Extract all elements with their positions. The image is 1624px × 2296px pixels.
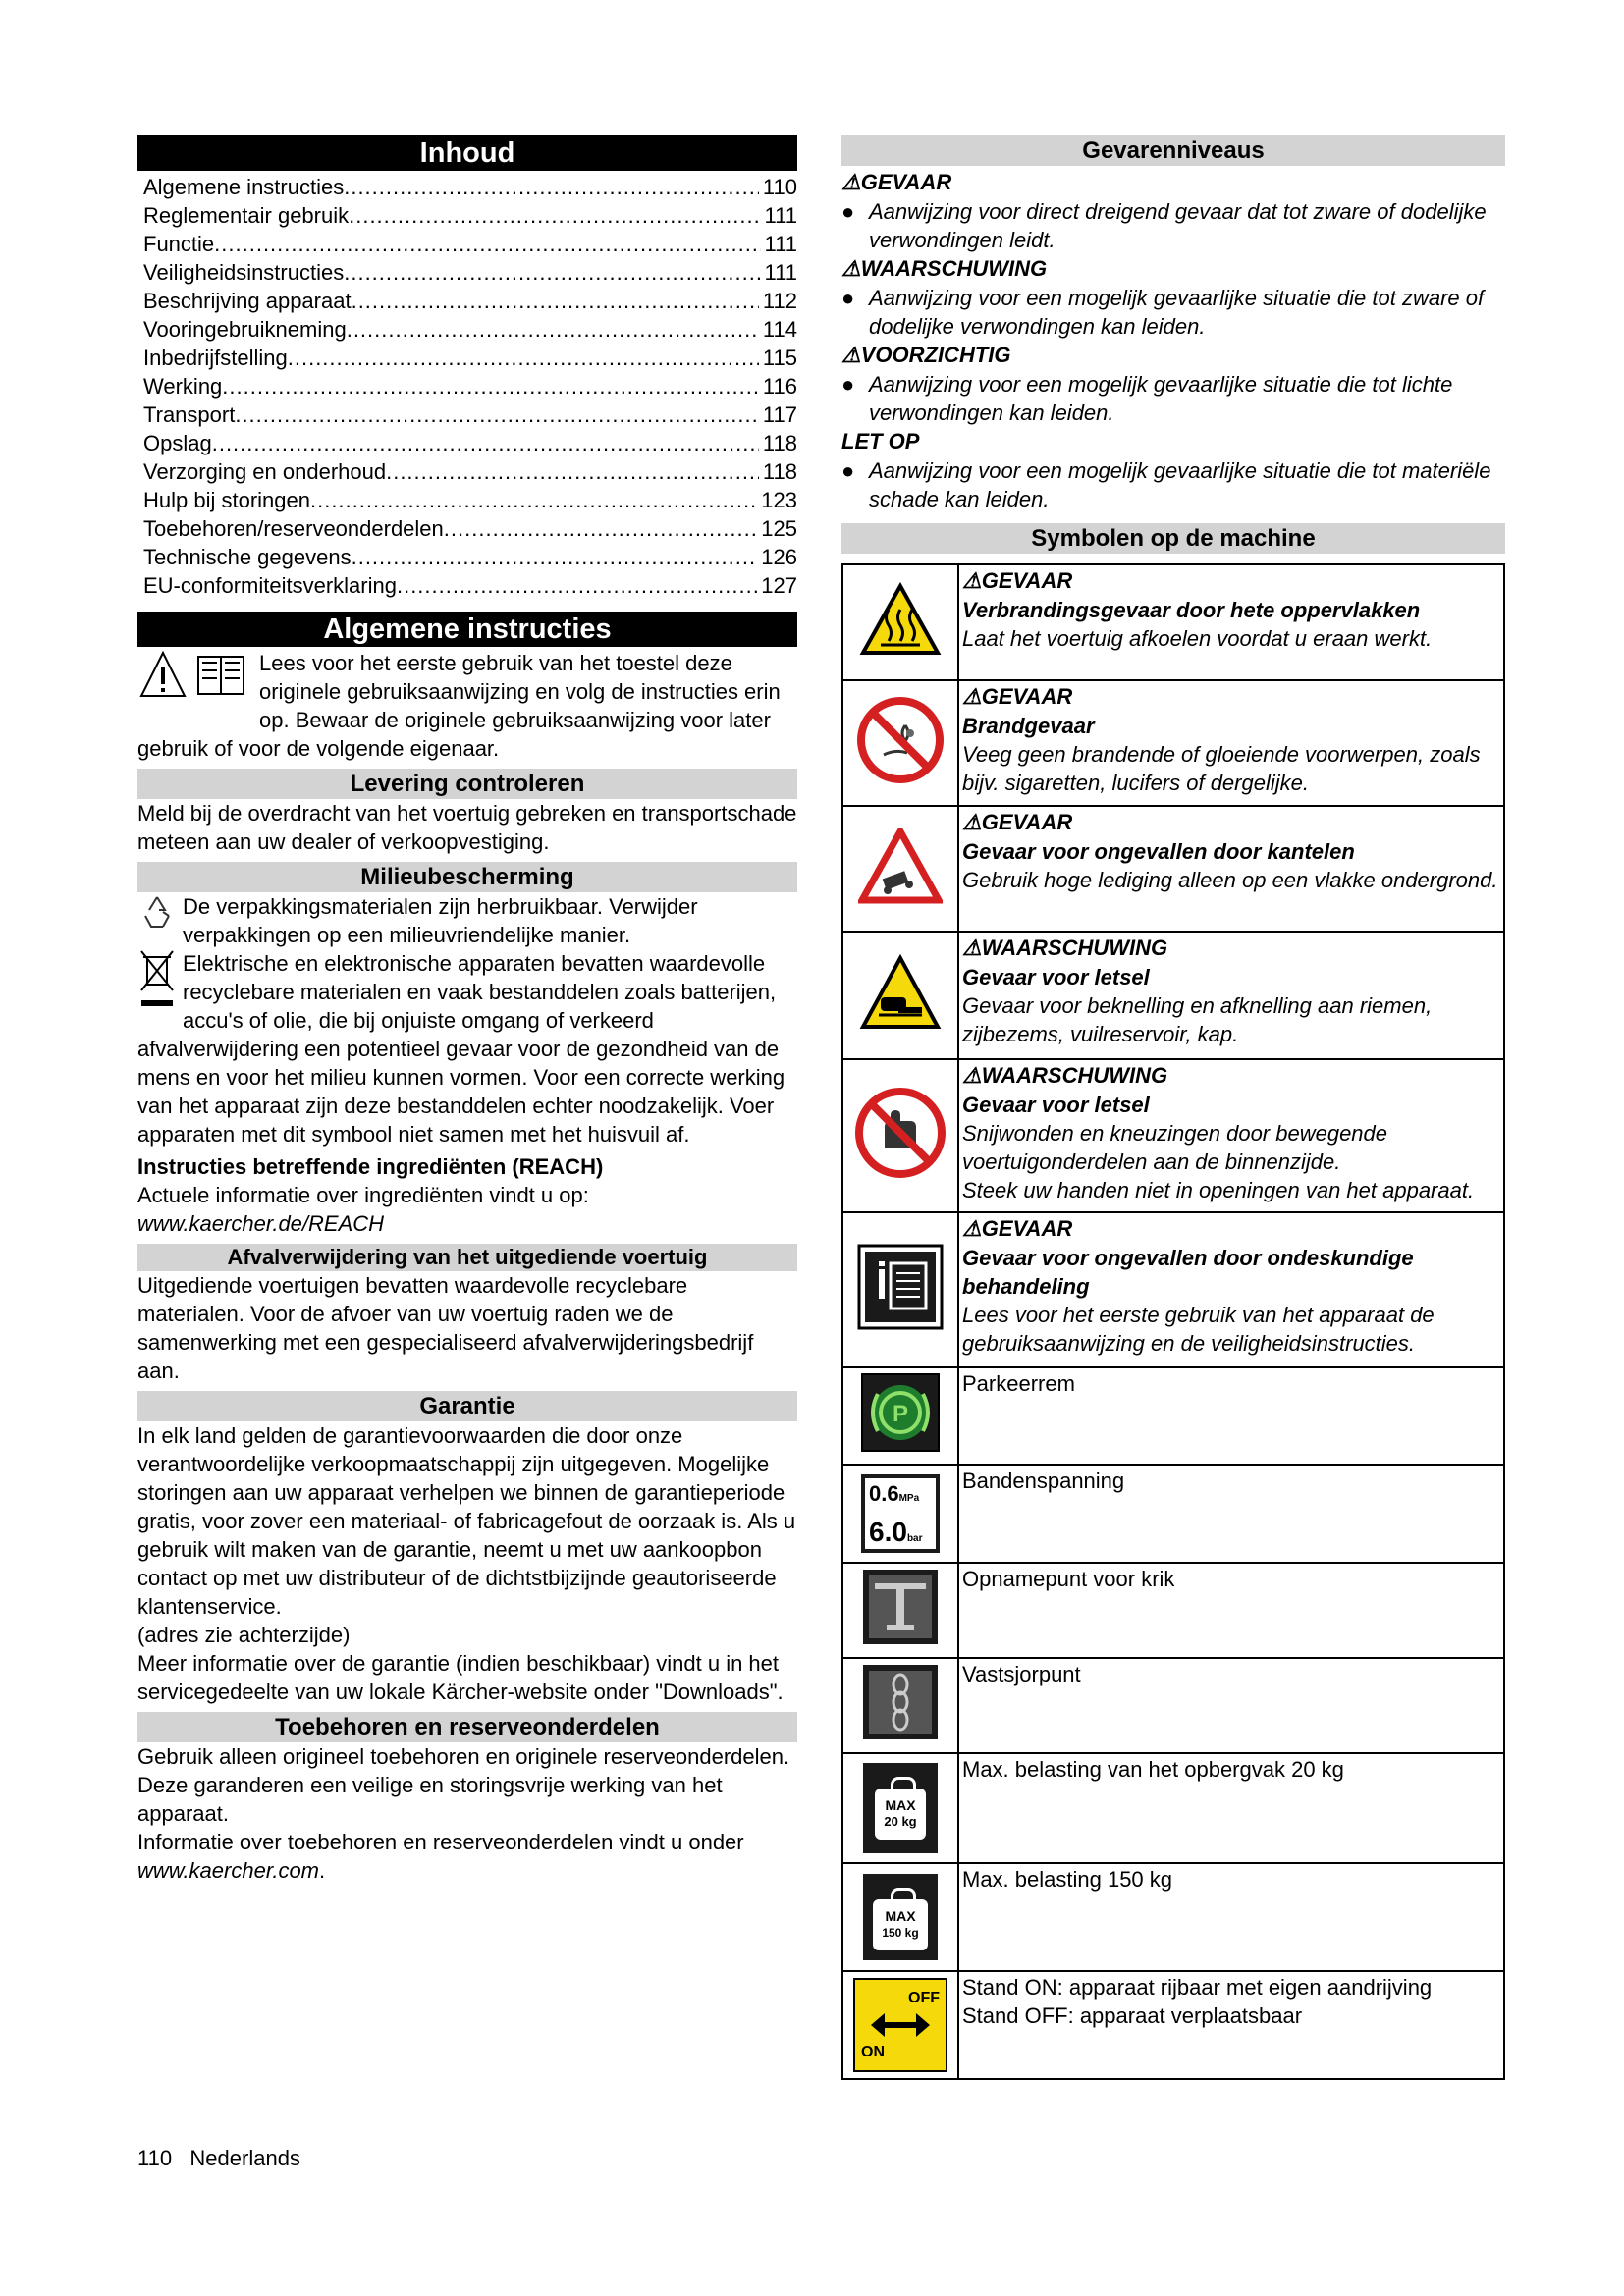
toc-entry[interactable]: Functie ..... 111 [143, 230, 797, 258]
symbol-description: Stand ON: apparaat rijbaar met eigen aandrijving Stand OFF: apparaat verplaatsbaar [958, 1971, 1504, 2079]
delivery-text: Meld bij de overdracht van het voertuig gebreken en transportschade meteen aan uw dealer of verkoopvestiging. [137, 801, 797, 854]
page-footer [137, 2146, 300, 2171]
tie-down-point-icon [842, 1658, 958, 1753]
symbol-description: Vastsjorpunt [958, 1658, 1504, 1753]
toc-entry[interactable]: Hulp bij storingen ..... 123 [143, 486, 797, 514]
symbol-row [842, 1059, 1504, 1212]
environment-heading: Milieubescherming [137, 862, 797, 892]
reach-link[interactable]: www.kaercher.de/REACH [137, 1211, 385, 1236]
symbol-row [842, 680, 1504, 806]
toc-entry[interactable]: Verzorging en onderhoud ..... 118 [143, 457, 797, 486]
on-off-icon: OFF ON [842, 1971, 958, 2079]
machine-symbols-heading: Symbolen op de machine [841, 523, 1505, 554]
toc-entry[interactable]: EU-conformiteitsverklaring ..... 127 [143, 571, 797, 600]
delivery-heading: Levering controleren [137, 769, 797, 799]
general-intro: Lees voor het eerste gebruik van het toestel deze originele gebruiksaanwijzing en volg de instructies erin op. Bewaar de originele gebruiksaanwijzing voor later gebruik of voor de volgende eigenaar. [137, 651, 781, 761]
crossed-bin-icon [137, 949, 177, 1017]
read-manual-icon [842, 1212, 958, 1367]
hazard-level-text: ● Aanwijzing voor direct dreigend gevaar dat tot zware of dodelijke verwondingen leidt. [841, 199, 1487, 252]
footer-language: Nederlands [189, 2146, 300, 2170]
symbol-row [842, 564, 1504, 680]
tire-pressure-icon: 0.6MPa 6.0bar [842, 1465, 958, 1563]
kaercher-link[interactable]: www.kaercher.com [137, 1858, 320, 1883]
symbol-description: Max. belasting van het opbergvak 20 kg [958, 1753, 1504, 1863]
tipping-hazard-icon [842, 806, 958, 932]
toc-heading: Inhoud [137, 135, 797, 171]
svg-text:P: P [892, 1401, 909, 1427]
reach-heading: Instructies betreffende ingrediënten (REACH) [137, 1154, 604, 1179]
symbol-row [842, 932, 1504, 1059]
symbol-row [842, 1465, 1504, 1563]
hazard-level-text: ● Aanwijzing voor een mogelijk gevaarlijke situatie die tot lichte verwondingen kan leiden. [841, 372, 1453, 425]
page-number: 110 [137, 2146, 173, 2170]
toc-entry[interactable]: Transport ..... 117 [143, 400, 797, 429]
hazard-levels-list [841, 168, 1505, 513]
symbol-description: Bandenspanning [958, 1465, 1504, 1563]
toc-entry[interactable]: Reglementair gebruik ..... 111 [143, 201, 797, 230]
symbol-description: ⚠GEVAAR Verbrandingsgevaar door hete oppervlakken Laat het voertuig afkoelen voordat u eraan werkt. [958, 564, 1504, 680]
parking-brake-icon [842, 1367, 958, 1465]
right-column [841, 135, 1505, 2080]
warranty-text-2: (adres zie achterzijde) [137, 1623, 351, 1647]
symbol-description: Max. belasting 150 kg [958, 1863, 1504, 1971]
symbol-description: ⚠WAARSCHUWING Gevaar voor letsel Gevaar voor beknelling en afknelling aan riemen, zijbezems, vuilreservoir, kap. [958, 932, 1504, 1059]
symbol-description: ⚠WAARSCHUWING Gevaar voor letsel Snijwonden en kneuzingen door bewegende voertuigonderdelen aan de binnenzijde. Steek uw handen niet in openingen van het apparaat. [958, 1059, 1504, 1212]
general-heading: Algemene instructies [137, 612, 797, 647]
toc-entry[interactable]: Technische gegevens ..... 126 [143, 543, 797, 571]
no-hands-icon [842, 1059, 958, 1212]
symbol-description: ⚠GEVAAR Brandgevaar Veeg geen brandende of gloeiende voorwerpen, zoals bijv. sigaretten, lucifers of dergelijke. [958, 680, 1504, 806]
hazard-levels-heading: Gevarenniveaus [841, 135, 1505, 166]
electrical-text: Elektrische en elektronische apparaten bevatten waardevolle recyclebare materialen en vaak bestanddelen zoals batterijen, accu's of olie, die bij onjuiste omgang of verkeerd afvalverwijdering een potentieel gevaar voor de gezondheid van de mens en voor het milieu kunnen vormen. Voor een correcte werking van het apparaat zijn deze bestanddelen echter noodzakelijk. Voer apparaten met dit symbool niet samen met het huisvuil af. [137, 951, 785, 1147]
warning-manual-icon [137, 649, 253, 707]
hand-crush-icon [842, 932, 958, 1059]
disposal-heading: Afvalverwijdering van het uitgediende voertuig [137, 1244, 797, 1271]
disposal-text: Uitgediende voertuigen bevatten waardevolle recyclebare materialen. Voor de afvoer van uw voertuig raden we de samenwerking met een gespecialiseerd afvalverwijderingsbedrijf aan. [137, 1273, 754, 1383]
accessories-heading: Toebehoren en reserveonderdelen [137, 1712, 797, 1742]
hot-surface-icon [842, 564, 958, 680]
toc-entry[interactable]: Beschrijving apparaat ..... 112 [143, 287, 797, 315]
symbol-row [842, 806, 1504, 932]
recycle-icon [137, 892, 177, 938]
hazard-level-label: ⚠VOORZICHTIG [841, 343, 1011, 367]
accessories-text-1: Gebruik alleen origineel toebehoren en originele reserveonderdelen. Deze garanderen een veilige en storingsvrije werking van het apparaat. [137, 1744, 790, 1826]
accessories-text-2: Informatie over toebehoren en reserveonderdelen vindt u onder www.kaercher.com. [137, 1830, 744, 1883]
symbol-row [842, 1971, 1504, 2079]
toc-entry[interactable]: Vooringebruikneming ..... 114 [143, 315, 797, 344]
max-load-20-icon: MAX 20 kg [842, 1753, 958, 1863]
symbol-description: Opnamepunt voor krik [958, 1563, 1504, 1658]
symbol-row [842, 1753, 1504, 1863]
symbol-row [842, 1563, 1504, 1658]
max-load-150-icon: MAX 150 kg [842, 1863, 958, 1971]
warranty-text-1: In elk land gelden de garantievoorwaarden die door onze verantwoordelijke verkoopmaatschappij zijn uitgegeven. Mogelijke storingen aan uw apparaat verhelpen we binnen de garantieperiode gratis, voor zover een materiaal- of fabricagefout de oorzaak is. Als u gebruik wilt maken van de garantie, neemt u met uw aankoopbon contact op met uw distributeur of de dichtstbijzijnde geautoriseerde klantenservice. [137, 1423, 796, 1619]
toc-entry[interactable]: Inbedrijfstelling ..... 115 [143, 344, 797, 372]
toc-list [137, 173, 797, 600]
symbol-row [842, 1212, 1504, 1367]
left-column [137, 135, 797, 1885]
hazard-level-label: LET OP [841, 429, 920, 454]
machine-symbols-table [841, 563, 1505, 2080]
symbol-description: Parkeerrem [958, 1367, 1504, 1465]
symbol-description: ⚠GEVAAR Gevaar voor ongevallen door ondeskundige behandeling Lees voor het eerste gebruik van het apparaat de gebruiksaanwijzing en de veiligheidsinstructies. [958, 1212, 1504, 1367]
warranty-text-3: Meer informatie over de garantie (indien beschikbaar) vindt u in het servicegedeelte van uw lokale Kärcher-website onder "Downloads". [137, 1651, 784, 1704]
no-open-fire-icon [842, 680, 958, 806]
toc-entry[interactable]: Toebehoren/reserveonderdelen ..... 125 [143, 514, 797, 543]
jack-point-icon [842, 1563, 958, 1658]
toc-entry[interactable]: Veiligheidsinstructies ..... 111 [143, 258, 797, 287]
symbol-description: ⚠GEVAAR Gevaar voor ongevallen door kantelen Gebruik hoge lediging alleen op een vlakke ondergrond. [958, 806, 1504, 932]
hazard-level-text: ● Aanwijzing voor een mogelijk gevaarlijke situatie die tot zware of dodelijke verwondingen kan leiden. [841, 286, 1485, 339]
hazard-level-label: ⚠GEVAAR [841, 170, 952, 194]
symbol-row [842, 1367, 1504, 1465]
symbol-row [842, 1863, 1504, 1971]
warranty-heading: Garantie [137, 1391, 797, 1421]
packaging-text: De verpakkingsmaterialen zijn herbruikbaar. Verwijder verpakkingen op een milieuvriendelijke manier. [137, 892, 797, 949]
symbol-row [842, 1658, 1504, 1753]
toc-entry[interactable]: Algemene instructies ..... 110 [143, 173, 797, 201]
toc-entry[interactable]: Opslag ..... 118 [143, 429, 797, 457]
hazard-level-text: ● Aanwijzing voor een mogelijk gevaarlijke situatie die tot materiële schade kan leiden. [841, 458, 1491, 511]
reach-text: Actuele informatie over ingrediënten vindt u op: www.kaercher.de/REACH [137, 1183, 589, 1236]
hazard-level-label: ⚠WAARSCHUWING [841, 256, 1048, 281]
toc-entry[interactable]: Werking ..... 116 [143, 372, 797, 400]
